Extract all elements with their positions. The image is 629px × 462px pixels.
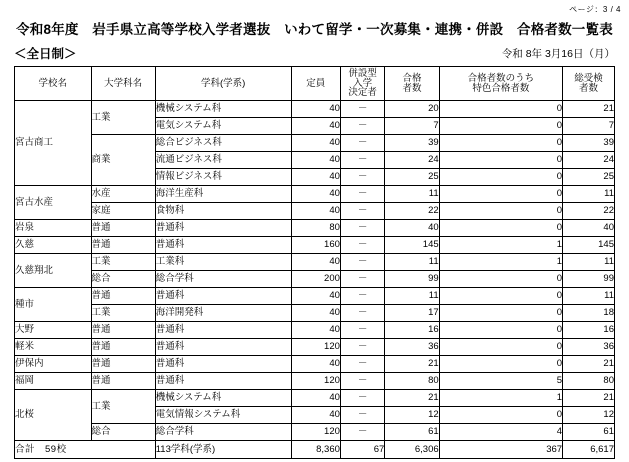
cell-special: 5 — [439, 373, 562, 390]
cell-faculty: 工業 — [91, 101, 155, 135]
cell-passers: 16 — [385, 322, 439, 339]
cell-special: 0 — [439, 339, 562, 356]
cell-passers: 145 — [385, 237, 439, 254]
cell-passers: 11 — [385, 186, 439, 203]
cell-total: 21 — [563, 356, 615, 373]
cell-faculty: 普通 — [91, 322, 155, 339]
table-row — [15, 373, 615, 390]
cell-special: 0 — [439, 203, 562, 220]
col-header-combined — [340, 67, 384, 101]
cell-total: 145 — [563, 237, 615, 254]
cell-total: 11 — [563, 254, 615, 271]
table-row — [15, 339, 615, 356]
cell-school: 久慈翔北 — [15, 254, 92, 288]
cell-passers: 7 — [385, 118, 439, 135]
cell-course: 普通科 — [155, 322, 291, 339]
cell-course: 普通科 — [155, 220, 291, 237]
cell-course: 普通科 — [155, 288, 291, 305]
table-row — [15, 237, 615, 254]
cell-combined: － — [340, 169, 384, 186]
cell-school: 伊保内 — [15, 356, 92, 373]
cell-school: 大野 — [15, 322, 92, 339]
cell-combined: － — [340, 356, 384, 373]
cell-special: 0 — [439, 322, 562, 339]
cell-course: 総合ビジネス科 — [155, 135, 291, 152]
cell-passers: 99 — [385, 271, 439, 288]
cell-total-passers: 6,306 — [385, 441, 439, 459]
col-header-total — [563, 67, 615, 101]
cell-combined: － — [340, 220, 384, 237]
cell-school: 福岡 — [15, 373, 92, 390]
cell-faculty: 工業 — [91, 254, 155, 271]
cell-passers: 17 — [385, 305, 439, 322]
cell-total: 12 — [563, 407, 615, 424]
col-header-school: 学校名 — [15, 67, 92, 101]
cell-capacity: 200 — [291, 271, 340, 288]
cell-faculty: 商業 — [91, 135, 155, 186]
cell-capacity: 40 — [291, 101, 340, 118]
cell-faculty: 普通 — [91, 339, 155, 356]
cell-capacity: 40 — [291, 118, 340, 135]
col-header-combined-line1: 併設型 — [348, 67, 377, 79]
cell-capacity: 40 — [291, 203, 340, 220]
cell-course: 機械システム科 — [155, 390, 291, 407]
cell-special: 0 — [439, 118, 562, 135]
cell-total: 25 — [563, 169, 615, 186]
cell-special: 0 — [439, 288, 562, 305]
cell-total: 21 — [563, 390, 615, 407]
cell-capacity: 160 — [291, 237, 340, 254]
cell-course: 流通ビジネス科 — [155, 152, 291, 169]
col-header-special-line2: 特色合格者数 — [472, 82, 530, 94]
cell-combined: － — [340, 305, 384, 322]
cell-combined: － — [340, 118, 384, 135]
table-row — [15, 220, 615, 237]
cell-special: 0 — [439, 220, 562, 237]
col-header-passers-line2: 者数 — [402, 82, 422, 94]
cell-course: 総合学科 — [155, 271, 291, 288]
cell-course: 情報ビジネス科 — [155, 169, 291, 186]
cell-total: 11 — [563, 186, 615, 203]
cell-capacity: 80 — [291, 220, 340, 237]
cell-total-exam: 6,617 — [563, 441, 615, 459]
cell-total: 80 — [563, 373, 615, 390]
col-header-total-line1: 総受検 — [574, 72, 603, 84]
cell-special: 0 — [439, 271, 562, 288]
cell-faculty: 普通 — [91, 237, 155, 254]
cell-total: 39 — [563, 135, 615, 152]
cell-capacity: 120 — [291, 424, 340, 441]
page-title: 令和8年度 岩手県立高等学校入学者選抜 いわて留学・一次募集・連携・併設 合格者数一覧表 — [16, 22, 613, 37]
table-row — [15, 254, 615, 271]
issue-date: 令和 8年 3月16日（月） — [501, 48, 615, 60]
table-row — [15, 356, 615, 373]
cell-combined: － — [340, 135, 384, 152]
col-header-special — [439, 67, 562, 101]
cell-special: 0 — [439, 407, 562, 424]
col-header-passers-line1: 合格 — [402, 72, 422, 84]
cell-faculty: 工業 — [91, 305, 155, 322]
cell-combined: － — [340, 390, 384, 407]
cell-combined: － — [340, 322, 384, 339]
cell-combined: － — [340, 424, 384, 441]
cell-school: 北桜 — [15, 390, 92, 441]
cell-passers: 25 — [385, 169, 439, 186]
col-header-combined-line2: 入学 — [353, 77, 373, 89]
cell-passers: 40 — [385, 220, 439, 237]
cell-special: 0 — [439, 152, 562, 169]
cell-special: 0 — [439, 186, 562, 203]
cell-combined: － — [340, 288, 384, 305]
program-type-label: ＜全日制＞ — [14, 47, 77, 61]
table-row — [15, 186, 615, 203]
cell-special: 0 — [439, 169, 562, 186]
cell-passers: 22 — [385, 203, 439, 220]
cell-capacity: 40 — [291, 305, 340, 322]
subheader-row — [0, 44, 629, 60]
cell-special: 0 — [439, 356, 562, 373]
cell-capacity: 120 — [291, 339, 340, 356]
table-header-row — [15, 67, 615, 101]
cell-total: 24 — [563, 152, 615, 169]
cell-combined: － — [340, 339, 384, 356]
cell-total: 99 — [563, 271, 615, 288]
cell-total: 61 — [563, 424, 615, 441]
cell-combined: － — [340, 203, 384, 220]
table-row — [15, 135, 615, 152]
cell-capacity: 40 — [291, 407, 340, 424]
cell-combined: － — [340, 407, 384, 424]
cell-course: 機械システム科 — [155, 101, 291, 118]
cell-passers: 12 — [385, 407, 439, 424]
col-header-passers — [385, 67, 439, 101]
cell-total-course: 113学科(学系) — [155, 441, 291, 459]
cell-course: 電気システム科 — [155, 118, 291, 135]
page-number: ページ：3 / 4 — [569, 5, 621, 14]
cell-special: 1 — [439, 254, 562, 271]
cell-faculty: 普通 — [91, 356, 155, 373]
cell-total: 40 — [563, 220, 615, 237]
cell-total: 36 — [563, 339, 615, 356]
cell-faculty: 普通 — [91, 288, 155, 305]
cell-passers: 39 — [385, 135, 439, 152]
cell-special: 1 — [439, 237, 562, 254]
cell-combined: － — [340, 254, 384, 271]
cell-capacity: 40 — [291, 186, 340, 203]
cell-school: 岩泉 — [15, 220, 92, 237]
cell-faculty: 総合 — [91, 271, 155, 288]
table-row — [15, 288, 615, 305]
cell-passers: 21 — [385, 356, 439, 373]
col-header-combined-line3: 決定者 — [348, 87, 377, 99]
cell-faculty: 普通 — [91, 373, 155, 390]
cell-school: 種市 — [15, 288, 92, 322]
cell-passers: 21 — [385, 390, 439, 407]
col-header-faculty: 大学科名 — [91, 67, 155, 101]
cell-special: 4 — [439, 424, 562, 441]
cell-school: 宮古水産 — [15, 186, 92, 220]
cell-total: 18 — [563, 305, 615, 322]
cell-capacity: 40 — [291, 135, 340, 152]
cell-combined: － — [340, 186, 384, 203]
cell-school: 軽米 — [15, 339, 92, 356]
cell-combined: － — [340, 271, 384, 288]
cell-faculty: 家庭 — [91, 203, 155, 220]
cell-total-combined: 67 — [340, 441, 384, 459]
col-header-capacity: 定員 — [291, 67, 340, 101]
cell-combined: － — [340, 237, 384, 254]
cell-capacity: 40 — [291, 356, 340, 373]
cell-total: 7 — [563, 118, 615, 135]
table-row — [15, 322, 615, 339]
table-total-row — [15, 441, 615, 459]
cell-special: 0 — [439, 101, 562, 118]
table-row — [15, 390, 615, 407]
cell-combined: － — [340, 101, 384, 118]
cell-passers: 11 — [385, 288, 439, 305]
table-body — [15, 101, 615, 459]
col-header-course: 学科(学系) — [155, 67, 291, 101]
cell-passers: 24 — [385, 152, 439, 169]
cell-passers: 11 — [385, 254, 439, 271]
cell-course: 普通科 — [155, 237, 291, 254]
cell-passers: 36 — [385, 339, 439, 356]
cell-course: 海洋生産科 — [155, 186, 291, 203]
cell-school: 宮古商工 — [15, 101, 92, 186]
cell-course: 電気情報システム科 — [155, 407, 291, 424]
cell-passers: 80 — [385, 373, 439, 390]
cell-capacity: 40 — [291, 152, 340, 169]
cell-total: 11 — [563, 288, 615, 305]
cell-total: 22 — [563, 203, 615, 220]
cell-school: 久慈 — [15, 237, 92, 254]
table-row — [15, 203, 615, 220]
cell-faculty: 普通 — [91, 220, 155, 237]
cell-total-label: 合計 59校 — [15, 441, 156, 459]
cell-special: 0 — [439, 135, 562, 152]
table-row — [15, 424, 615, 441]
cell-course: 総合学科 — [155, 424, 291, 441]
cell-total: 16 — [563, 322, 615, 339]
cell-combined: － — [340, 152, 384, 169]
col-header-special-line1: 合格者数のうち — [467, 72, 535, 84]
cell-capacity: 120 — [291, 373, 340, 390]
table-row — [15, 271, 615, 288]
table-row — [15, 305, 615, 322]
cell-passers: 20 — [385, 101, 439, 118]
results-table — [14, 66, 615, 459]
cell-capacity: 40 — [291, 390, 340, 407]
cell-combined: － — [340, 373, 384, 390]
cell-capacity: 40 — [291, 254, 340, 271]
cell-course: 海洋開発科 — [155, 305, 291, 322]
cell-faculty: 水産 — [91, 186, 155, 203]
cell-course: 普通科 — [155, 373, 291, 390]
cell-total-capacity: 8,360 — [291, 441, 340, 459]
cell-capacity: 40 — [291, 288, 340, 305]
cell-special: 1 — [439, 390, 562, 407]
table-row — [15, 101, 615, 118]
cell-capacity: 40 — [291, 169, 340, 186]
cell-course: 工業科 — [155, 254, 291, 271]
cell-course: 普通科 — [155, 356, 291, 373]
cell-course: 食物科 — [155, 203, 291, 220]
cell-capacity: 40 — [291, 322, 340, 339]
cell-course: 普通科 — [155, 339, 291, 356]
cell-total: 21 — [563, 101, 615, 118]
cell-passers: 61 — [385, 424, 439, 441]
cell-special: 0 — [439, 305, 562, 322]
cell-faculty: 総合 — [91, 424, 155, 441]
cell-total-special: 367 — [439, 441, 562, 459]
col-header-total-line2: 者数 — [579, 82, 599, 94]
cell-faculty: 工業 — [91, 390, 155, 424]
